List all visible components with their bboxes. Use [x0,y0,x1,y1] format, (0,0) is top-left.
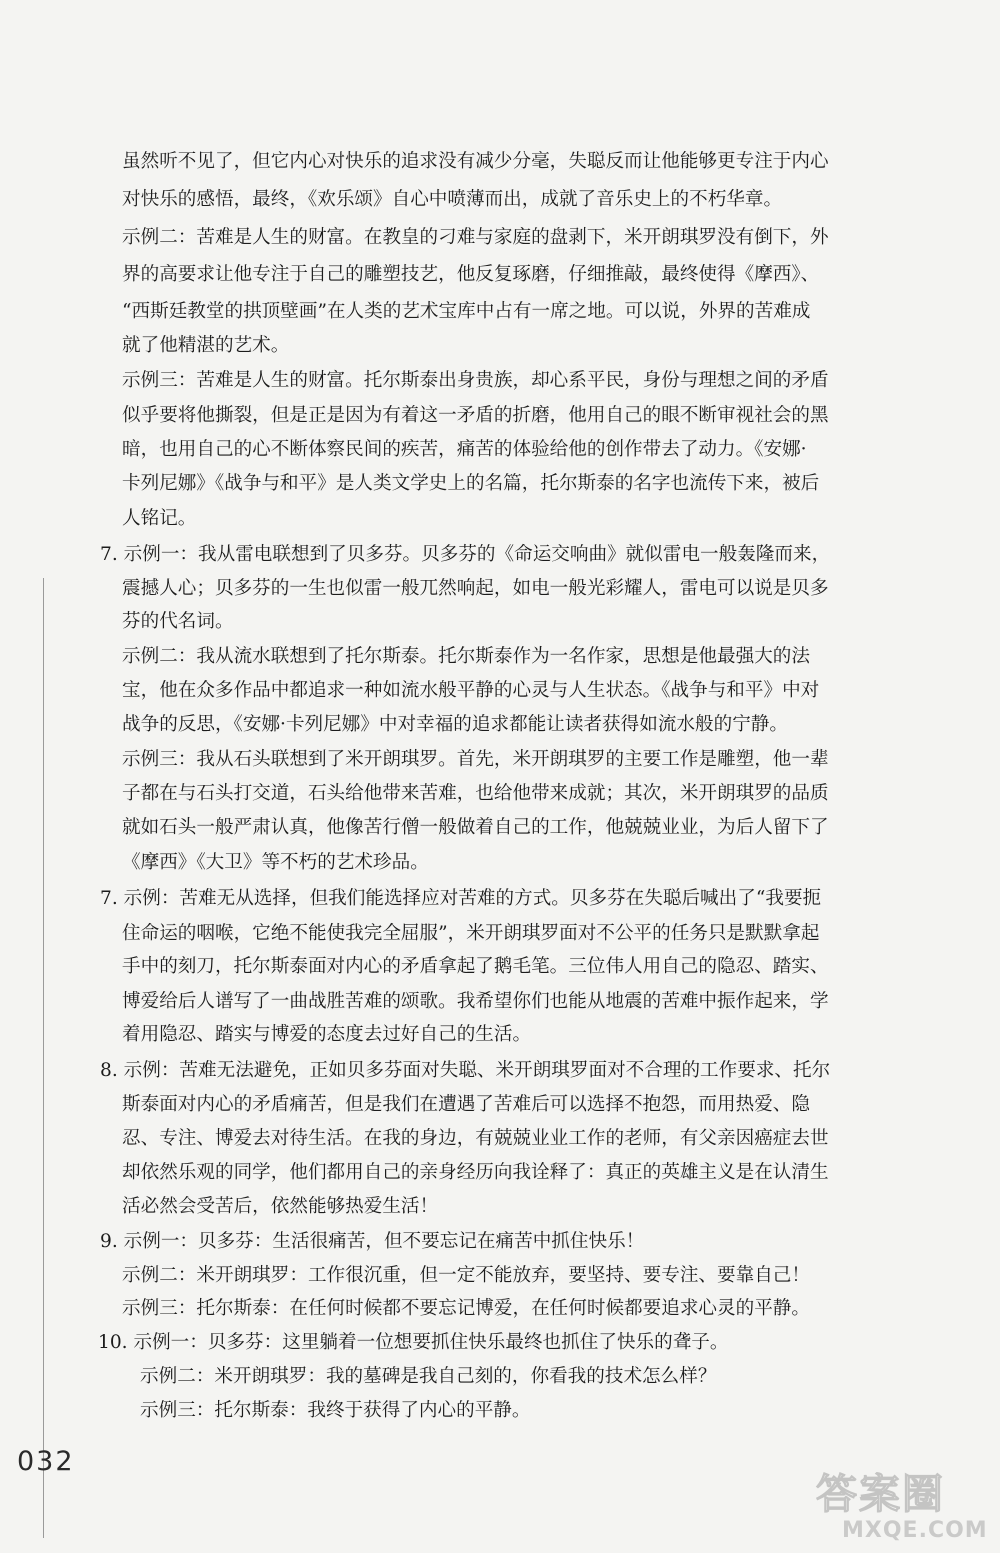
list-item-9: 9. 示例一：贝多芬：生活很痛苦，但不要忘记在痛苦中抓住快乐！ [100,1231,645,1252]
text-line: 战争的反思，《安娜·卡列尼娜》中对幸福的追求都能让读者获得如流水般的宁静。 [122,714,788,735]
text-line: 示例二：米开朗琪罗：我的墓碑是我自己刻的，你看我的技术怎么样？ [140,1366,717,1387]
text-line: 宝，他在众多作品中都追求一种如流水般平静的心灵与人生状态。《战争与和平》中对 [122,680,820,701]
text-line: 博爱给后人谱写了一曲战胜苦难的颂歌。我希望你们也能从地震的苦难中振作起来，学 [122,991,829,1012]
text-line: 似乎要将他撕裂，但是正是因为有着这一矛盾的折磨，他用自己的眼不断审视社会的黑 [122,405,829,426]
text-line: 示例二：我从流水联想到了托尔斯泰。托尔斯泰作为一名作家，思想是他最强大的法 [122,646,810,667]
text-line: 却依然乐观的同学，他们都用自己的亲身经历向我诠释了：真正的英雄主义是在认清生 [122,1162,829,1183]
text-line: 就如石头一般严肃认真，他像苦行僧一般做着自己的工作，他兢兢业业，为后人留下了 [122,817,829,838]
text-line: 子都在与石头打交道，石头给他带来苦难，也给他带来成就；其次，米开朗琪罗的品质 [122,783,829,804]
text-line: 卡列尼娜》《战争与和平》是人类文学史上的名篇，托尔斯泰的名字也流传下来，被后 [122,473,820,494]
text-line: 震撼人心；贝多芬的一生也似雷一般兀然响起，如电一般光彩耀人，雷电可以说是贝多 [122,578,829,599]
watermark-url: MXQE.COM [842,1518,988,1543]
text-line: 斯泰面对内心的矛盾痛苦，但是我们在遭遇了苦难后可以选择不抱怨，而用热爱、隐 [122,1094,810,1115]
text-line: 示例二：米开朗琪罗：工作很沉重，但一定不能放弃，要坚持、要专注、要靠自己！ [122,1265,810,1286]
text-line: 活必然会受苦后，依然能够热爱生活！ [122,1196,439,1217]
list-item-8: 8. 示例：苦难无法避免，正如贝多芬面对失聪、米开朗琪罗面对不合理的工作要求、托尔 [100,1060,831,1081]
text-line: 虽然听不见了，但它内心对快乐的追求没有减少分毫，失聪反而让他能够更专注于内心 [122,151,829,172]
text-line: 示例二：苦难是人生的财富。在教皇的刁难与家庭的盘剥下，米开朗琪罗没有倒下，外 [122,227,829,248]
text-line: 对快乐的感悟，最终，《欢乐颂》自心中喷薄而出，成就了音乐史上的不朽华章。 [122,189,783,210]
text-line: 暗，也用自己的心不断体察民间的疾苦，痛苦的体验给他的创作带去了动力。《安娜· [122,439,807,460]
watermark-logo [812,1468,992,1548]
text-line: 人铭记。 [122,508,197,529]
text-line: 住命运的咽喉，它绝不能使我完全屈服”，米开朗琪罗面对不公平的任务只是默默拿起 [122,923,820,944]
text-line: 芬的代名词。 [122,611,234,632]
text-line: 手中的刻刀，托尔斯泰面对内心的矛盾拿起了鹅毛笔。三位伟人用自己的隐忍、踏实、 [122,956,829,977]
text-line: 示例三：托尔斯泰：我终于获得了内心的平静。 [140,1400,531,1421]
text-line: 示例三：托尔斯泰：在任何时候都不要忘记博爱，在任何时候都要追求心灵的平静。 [122,1298,810,1319]
text-line: “西斯廷教堂的拱顶壁画”在人类的艺术宝库中占有一席之地。可以说，外界的苦难成 [122,301,811,322]
list-item-7: 7. 示例一：我从雷电联想到了贝多芬。贝多芬的《命运交响曲》就似雷电一般轰隆而来， [100,544,831,565]
watermark-glyphs: 答案圈 [816,1470,945,1518]
list-item-7b: 7. 示例：苦难无从选择，但我们能选择应对苦难的方式。贝多芬在失聪后喊出了“我要扼 [100,888,822,909]
margin-rule [43,578,44,1538]
text-line: 着用隐忍、踏实与博爱的态度去过好自己的生活。 [122,1024,532,1045]
text-line: 忍、专注、博爱去对待生活。在我的身边，有兢兢业业工作的老师，有父亲因癌症去世 [122,1128,829,1149]
page-number: 032 [17,1446,75,1477]
text-line: 示例三：苦难是人生的财富。托尔斯泰出身贵族，却心系平民，身份与理想之间的矛盾 [122,370,829,391]
list-item-10: 10. 示例一：贝多芬：这里躺着一位想要抓住快乐最终也抓住了快乐的聋子。 [98,1332,729,1353]
text-line: 示例三：我从石头联想到了米开朗琪罗。首先，米开朗琪罗的主要工作是雕塑，他一辈 [122,749,829,770]
text-line: 《摩西》《大卫》等不朽的艺术珍品。 [122,852,429,873]
text-line: 界的高要求让他专注于自己的雕塑技艺，他反复琢磨，仔细推敲，最终使得《摩西》、 [122,264,820,285]
text-line: 就了他精湛的艺术。 [122,335,290,356]
